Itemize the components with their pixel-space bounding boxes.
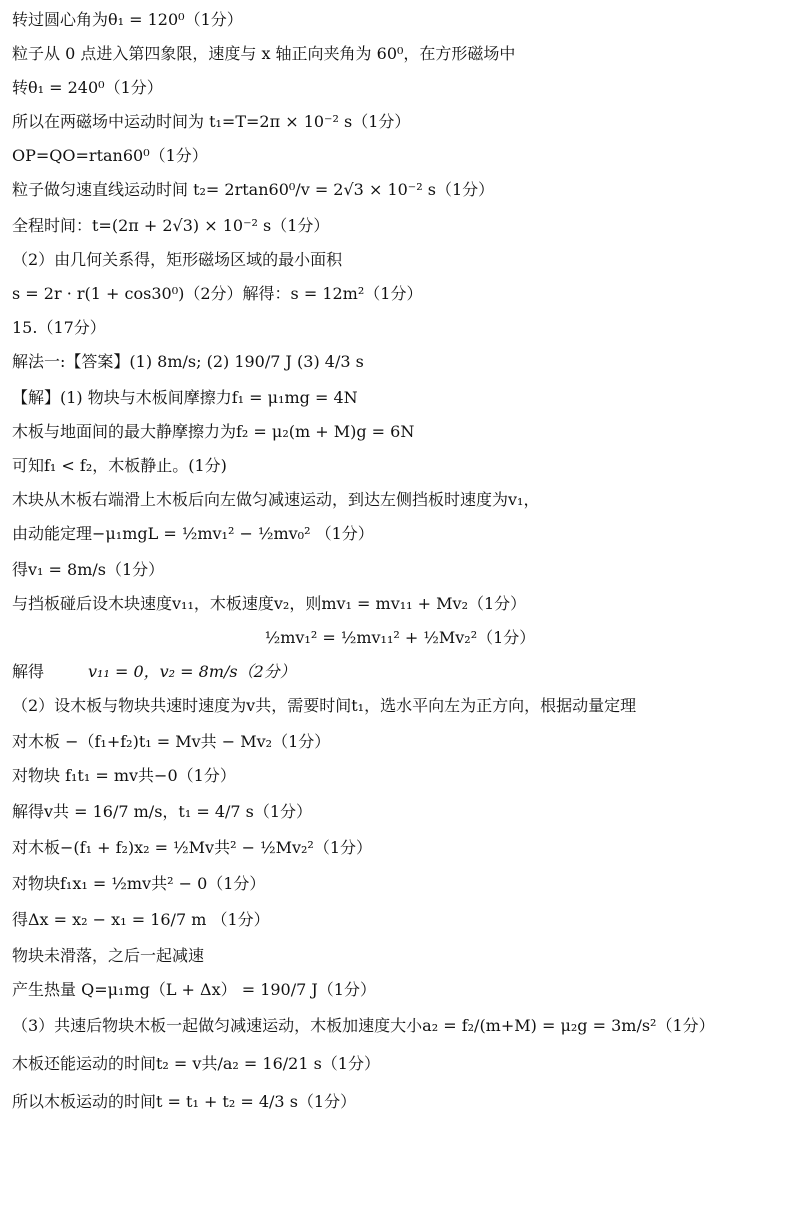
line-rot-angle-2: 转θ₁ = 240⁰（1分） xyxy=(12,78,163,97)
line-time-in-fields: 所以在两磁场中运动时间为 t₁=T=2π × 10⁻² s（1分） xyxy=(12,112,411,131)
line-board-momentum: 对木板 −（f₁+f₂)t₁ = Mv共 − Mv₂（1分） xyxy=(12,732,331,751)
line-remaining-time: 木板还能运动的时间t₂ = v共/a₂ = 16/21 s（1分） xyxy=(12,1054,380,1073)
line-rot-angle-1: 转过圆心角为θ₁ = 120⁰（1分） xyxy=(12,10,243,29)
line-op-qo: OP=QO=rtan60⁰（1分） xyxy=(12,146,208,165)
line-part2-setup: （2）设木板与物块共速时速度为v共，需要时间t₁，选水平向左为正方向，根据动量定理 xyxy=(12,696,637,715)
line-relative-displacement: 得Δx = x₂ − x₁ = 16/7 m （1分） xyxy=(12,910,270,929)
collision-result-label: 解得 xyxy=(12,662,45,681)
line-block-momentum: 对物块 f₁t₁ = mv共−0（1分） xyxy=(12,766,236,785)
line-collision-result xyxy=(12,660,790,684)
line-heat-generated: 产生热量 Q=μ₁mg（L + Δx） = 190/7 J（1分） xyxy=(12,980,376,999)
line-enter-fourth-quadrant: 粒子从 0 点进入第四象限，速度与 x 轴正向夹角为 60⁰，在方形磁场中 xyxy=(12,44,516,63)
line-board-work-energy: 对木板−(f₁ + f₂)x₂ = ½Mv共² − ½Mv₂²（1分） xyxy=(12,838,373,857)
line-no-slip-off: 物块未滑落，之后一起减速 xyxy=(12,946,205,965)
line-collision-momentum: 与挡板碰后设木块速度v₁₁，木板速度v₂，则mv₁ = mv₁₁ + Mv₂（1分） xyxy=(12,594,527,613)
line-area-formula: s = 2r · r(1 + cos30⁰)（2分）解得：s = 12m²（1分） xyxy=(12,284,423,303)
collision-result-values: v₁₁ = 0，v₂ = 8m/s（2分） xyxy=(88,662,296,681)
line-block-work-energy: 对物块f₁x₁ = ½mv共² − 0（1分） xyxy=(12,874,266,893)
line-total-board-time: 所以木板运动的时间t = t₁ + t₂ = 4/3 s（1分） xyxy=(12,1092,357,1111)
line-common-velocity-result: 解得v共 = 16/7 m/s，t₁ = 4/7 s（1分） xyxy=(12,802,313,821)
line-total-time: 全程时间：t=(2π + 2√3) × 10⁻² s（1分） xyxy=(12,216,330,235)
line-uniform-motion-time: 粒子做匀速直线运动时间 t₂= 2rtan60⁰/v = 2√3 × 10⁻² s（1分） xyxy=(12,180,495,199)
line-block-decelerates: 木块从木板右端滑上木板后向左做匀减速运动，到达左侧挡板时速度为v₁， xyxy=(12,490,540,509)
line-v1-result: 得v₁ = 8m/s（1分） xyxy=(12,560,165,579)
line-collision-energy: ½mv₁² = ½mv₁₁² + ½Mv₂²（1分） xyxy=(264,628,536,647)
line-answer: 解法一:【答案】(1) 8m/s; (2) 190/7 J (3) 4/3 s xyxy=(12,352,364,371)
line-max-static-friction: 木板与地面间的最大静摩擦力为f₂ = μ₂(m + M)g = 6N xyxy=(12,422,415,441)
line-part3-acceleration: （3）共速后物块木板一起做匀减速运动，木板加速度大小a₂ = f₂/(m+M) = μ₂g = 3m/s²（1分） xyxy=(12,1016,715,1035)
line-solution-friction: 【解】(1) 物块与木板间摩擦力f₁ = μ₁mg = 4N xyxy=(12,388,358,407)
question-15-header: 15.（17分） xyxy=(12,318,106,337)
line-board-static: 可知f₁ < f₂，木板静止。(1分) xyxy=(12,456,227,475)
line-kinetic-energy-theorem: 由动能定理−μ₁mgL = ½mv₁² − ½mv₀² （1分） xyxy=(12,524,374,543)
line-part2-geometry: （2）由几何关系得，矩形磁场区域的最小面积 xyxy=(12,250,343,269)
